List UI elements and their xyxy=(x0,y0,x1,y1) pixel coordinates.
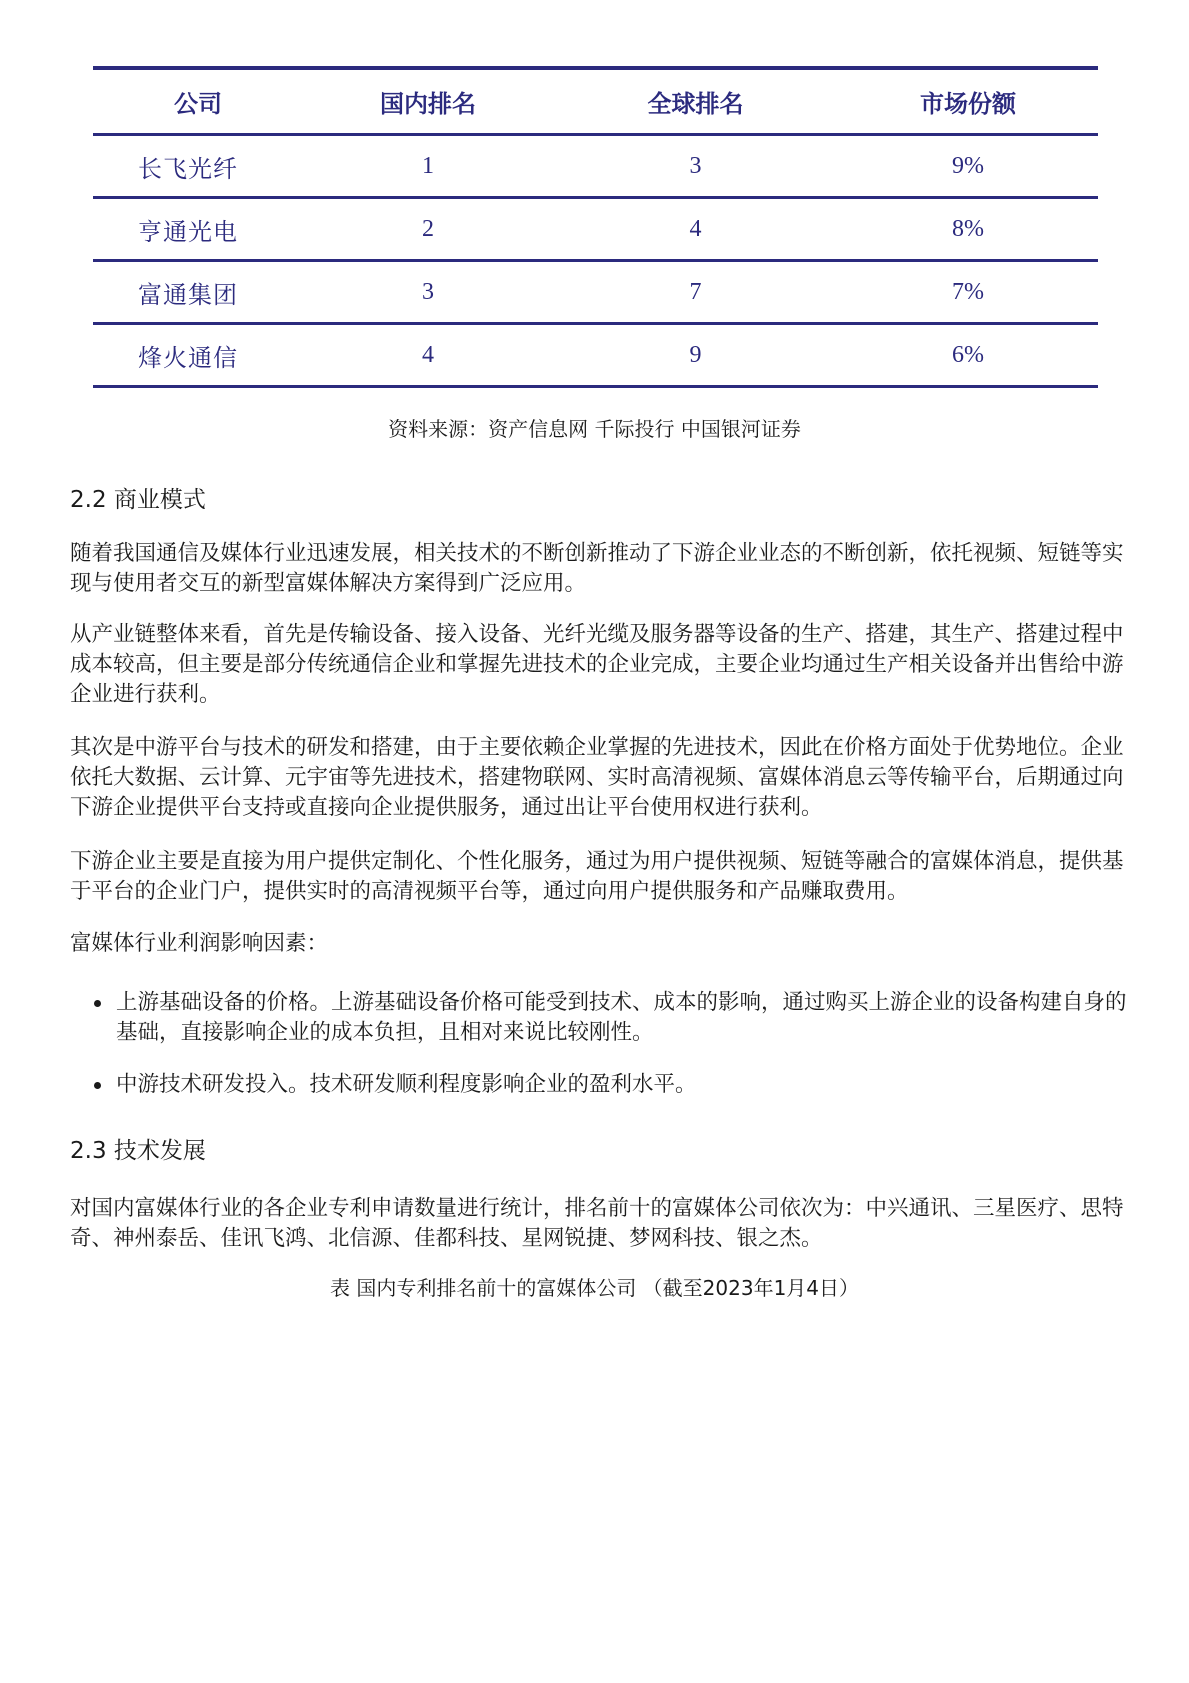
table-row xyxy=(93,261,1098,324)
header-global-rank: 全球排名 xyxy=(647,89,744,118)
table-row xyxy=(93,198,1098,261)
table-source-note: 资料来源：资产信息网 千际投行 中国银河证券 xyxy=(388,417,801,441)
cell-domestic-rank: 1 xyxy=(422,152,434,179)
list-item xyxy=(70,988,1130,1048)
list-item-text: 中游技术研发投入。技术研发顺利程度影响企业的盈利水平。 xyxy=(116,1072,697,1097)
table-header-row xyxy=(93,68,1098,135)
cell-company: 亨通光电 xyxy=(138,217,238,246)
paragraph: 富媒体行业利润影响因素： xyxy=(70,931,329,956)
cell-market-share: 8% xyxy=(952,215,984,242)
cell-market-share: 9% xyxy=(952,152,984,179)
cell-global-rank: 3 xyxy=(689,152,702,179)
header-market-share: 市场份额 xyxy=(920,89,1016,118)
bullet-icon xyxy=(94,1082,101,1089)
paragraph: 下游企业主要是直接为用户提供定制化、个性化服务，通过为用户提供视频、短链等融合的富媒体消息，提供基于平台的企业门户，提供实时的高清视频平台等，通过向用户提供服务和产品赚取费用。 xyxy=(70,849,1124,904)
table-row xyxy=(93,324,1098,387)
cell-market-share: 6% xyxy=(952,341,984,368)
list-item-text: 上游基础设备的价格。上游基础设备价格可能受到技术、成本的影响，通过购买上游企业的设备构建自身的基础，直接影响企业的成本负担，且相对来说比较刚性。 xyxy=(116,990,1127,1045)
paragraph: 从产业链整体来看，首先是传输设备、接入设备、光纤光缆及服务器等设备的生产、搭建，其生产、搭建过程中成本较高，但主要是部分传统通信企业和掌握先进技术的企业完成，主要企业均通过生产相关设备并出售给中游企业进行获利。 xyxy=(70,622,1124,707)
ranking-table xyxy=(93,66,1098,388)
cell-company: 烽火通信 xyxy=(138,343,238,372)
paragraph: 其次是中游平台与技术的研发和搭建，由于主要依赖企业掌握的先进技术，因此在价格方面处于优势地位。企业依托大数据、云计算、元宇宙等先进技术，搭建物联网、实时高清视频、富媒体消息云等传输平台，后期通过向下游企业提供平台支持或直接向企业提供服务，通过出让平台使用权进行获利。 xyxy=(70,735,1124,820)
cell-domestic-rank: 2 xyxy=(422,215,434,242)
header-company: 公司 xyxy=(174,89,222,118)
list-item xyxy=(70,1070,1130,1100)
paragraph: 对国内富媒体行业的各企业专利申请数量进行统计，排名前十的富媒体公司依次为：中兴通讯、三星医疗、思特奇、神州泰岳、佳讯飞鸿、北信源、佳都科技、星网锐捷、梦网科技、银之杰。 xyxy=(70,1196,1124,1251)
ranking-table-container xyxy=(93,66,1098,388)
paragraph: 随着我国通信及媒体行业迅速发展，相关技术的不断创新推动了下游企业业态的不断创新，依托视频、短链等实现与使用者交互的新型富媒体解决方案得到广泛应用。 xyxy=(70,541,1124,596)
cell-domestic-rank: 3 xyxy=(422,278,434,305)
cell-global-rank: 4 xyxy=(689,215,702,242)
cell-global-rank: 7 xyxy=(689,278,702,305)
header-domestic-rank: 国内排名 xyxy=(380,89,476,118)
bullet-icon xyxy=(94,1000,101,1007)
cell-company: 长飞光纤 xyxy=(138,154,238,183)
table-row xyxy=(93,135,1098,198)
table-caption: 表 国内专利排名前十的富媒体公司 （截至2023年1月4日） xyxy=(329,1276,860,1300)
cell-market-share: 7% xyxy=(952,278,984,305)
bullet-list xyxy=(70,988,1130,1048)
section-heading-business-model: 2.2 商业模式 xyxy=(70,487,206,513)
section-heading-tech-development: 2.3 技术发展 xyxy=(70,1138,206,1164)
cell-company: 富通集团 xyxy=(138,280,238,309)
cell-domestic-rank: 4 xyxy=(422,341,434,368)
cell-global-rank: 9 xyxy=(689,341,702,368)
bullet-list xyxy=(70,1070,1130,1100)
